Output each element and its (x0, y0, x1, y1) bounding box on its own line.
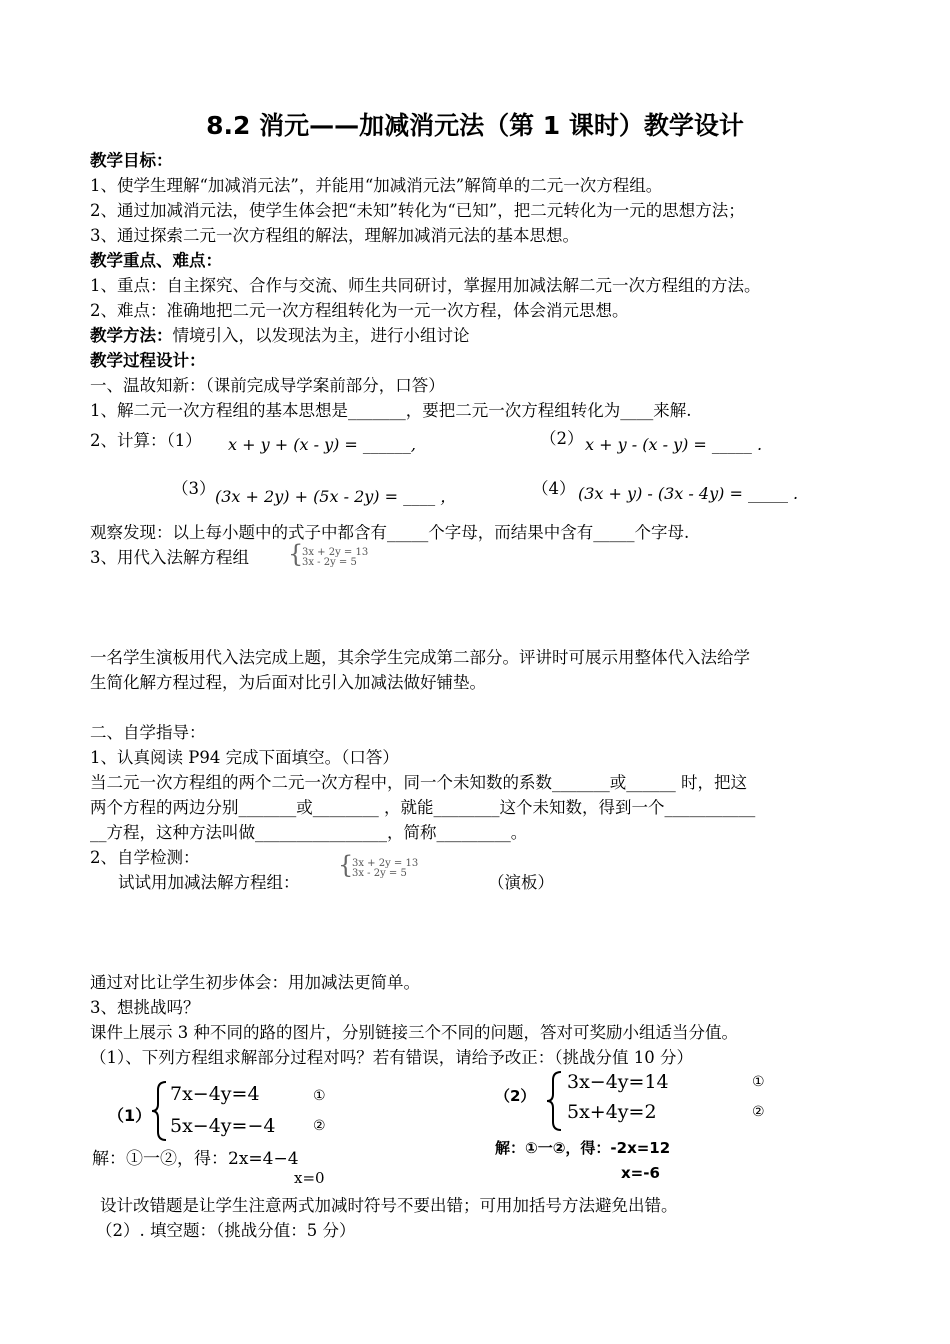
method-label: 教学方法： (90, 326, 173, 345)
objective-item: 2、通过加减消元法，使学生体会把“未知”转化为“已知”，把二元转化为一元的思想方法； (90, 201, 745, 220)
note-line: 生简化解方程过程，为后面对比引入加减法做好铺垫。 (90, 673, 486, 692)
problem-2-result: x=-6 (621, 1164, 660, 1182)
expr-4: (3x + y) - (3x - 4y) = _____ . (578, 484, 799, 503)
observe-line: 观察发现：以上每小题中的式子中都含有_____个字母，而结果中含有_____个字母. (90, 523, 690, 542)
expr-2-label: （2） (540, 429, 584, 448)
expr-3-label: （3） (172, 479, 216, 498)
expr-3: (3x + 2y) + (5x - 2y) = ____ ， (215, 487, 457, 506)
note-line: 一名学生演板用代入法完成上题，其余学生完成第二部分。评讲时可展示用整体代入法给学 (90, 648, 750, 667)
self-study-heading: 二、自学指导： (90, 723, 206, 742)
fill-line: __方程，这种方法叫做________________，简称_________。 (90, 823, 528, 842)
brace-icon (545, 1070, 565, 1132)
challenge-1: （1）、下列方程组求解部分过程对吗？若有错误，请给予改正：（挑战分值 10 分） (90, 1048, 693, 1067)
review-q2-label: 2、计算：（1） (90, 431, 202, 450)
small-system-eq1: 3x + 2y = 13 (302, 547, 369, 558)
page-title: 8.2 消元——加减消元法（第 1 课时）教学设计 (206, 111, 744, 140)
small-system-eq1: 3x + 2y = 13 (352, 858, 419, 869)
expr-4-label: （4） (532, 479, 576, 498)
keypoint-item: 2、难点：准确地把二元一次方程组转化为一元一次方程，体会消元思想。 (90, 301, 629, 320)
review-q1: 1、解二元一次方程组的基本思想是_______，要把二元一次方程组转化为____来解. (90, 401, 692, 420)
circled-1-icon: ① (313, 1088, 326, 1104)
problem-1-eq2: 5x−4y=−4 (170, 1115, 276, 1137)
fill-line: 两个方程的两边分别_______或________ ，就能________这个未知数，得到一个___________ (90, 798, 756, 817)
board-note: （演板） (488, 873, 554, 892)
circled-2-icon: ② (313, 1118, 326, 1134)
objectives-heading: 教学目标： (90, 151, 173, 170)
self-study-q1: 1、认真阅读 P94 完成下面填空。（口答） (90, 748, 399, 767)
compare-line: 通过对比让学生初步体会：用加减法更简单。 (90, 973, 420, 992)
problem-2-solution: 解：①一②，得：-2x=12 (495, 1139, 671, 1157)
method-line (90, 325, 470, 347)
self-study-q3: 3、想挑战吗？ (90, 998, 200, 1017)
design-note: 设计改错题是让学生注意两式加减时符号不要出错；可用加括号方法避免出错。 (100, 1196, 678, 1215)
brace-icon (150, 1080, 170, 1142)
challenge-2: （2）. 填空题：（挑战分值：5 分） (96, 1221, 356, 1240)
review-q3: 3、用代入法解方程组 (90, 548, 249, 567)
courseware-line: 课件上展示 3 种不同的路的图片，分别链接三个不同的问题，答对可奖励小组适当分值。 (90, 1023, 738, 1042)
objective-item: 3、通过探索二元一次方程组的解法，理解加减消元法的基本思想。 (90, 226, 579, 245)
problem-2-eq1: 3x−4y=14 (567, 1071, 669, 1093)
problem-1-eq1: 7x−4y=4 (170, 1083, 260, 1105)
self-study-q2: 2、自学检测： (90, 848, 200, 867)
expr-2: x + y - (x - y) = _____ . (585, 435, 763, 454)
problem-2-eq2: 5x+4y=2 (567, 1101, 657, 1123)
problem-1-label: （1） (108, 1106, 152, 1125)
method-text: 情境引入，以发现法为主，进行小组讨论 (172, 326, 470, 345)
objective-item: 1、使学生理解“加减消元法”，并能用“加减消元法”解简单的二元一次方程组。 (90, 176, 663, 195)
small-system-eq2: 3x - 2y = 5 (352, 868, 407, 879)
brace-icon: { (288, 540, 304, 568)
small-system-eq2: 3x - 2y = 5 (302, 557, 357, 568)
problem-1-solution: 解：①一②，得：2x=4−4 (92, 1149, 299, 1169)
keypoint-item: 1、重点：自主探究、合作与交流、师生共同研讨，掌握用加减法解二元一次方程组的方法。 (90, 276, 761, 295)
circled-2-icon: ② (752, 1104, 765, 1120)
problem-1-result: x=0 (294, 1169, 325, 1187)
review-heading: 一、温故知新：（课前完成导学案前部分，口答） (90, 376, 445, 395)
brace-icon: { (338, 851, 354, 879)
problem-2-label: （2） (495, 1087, 536, 1105)
try-label: 试试用加减法解方程组： (118, 873, 300, 892)
keypoints-heading: 教学重点、难点： (90, 251, 222, 270)
fill-line: 当二元一次方程组的两个二元一次方程中，同一个未知数的系数_______或______ 时，把这 (90, 773, 747, 792)
circled-1-icon: ① (752, 1074, 765, 1090)
process-heading: 教学过程设计： (90, 351, 206, 370)
expr-1: x + y + (x - y) = ______, (228, 435, 417, 454)
